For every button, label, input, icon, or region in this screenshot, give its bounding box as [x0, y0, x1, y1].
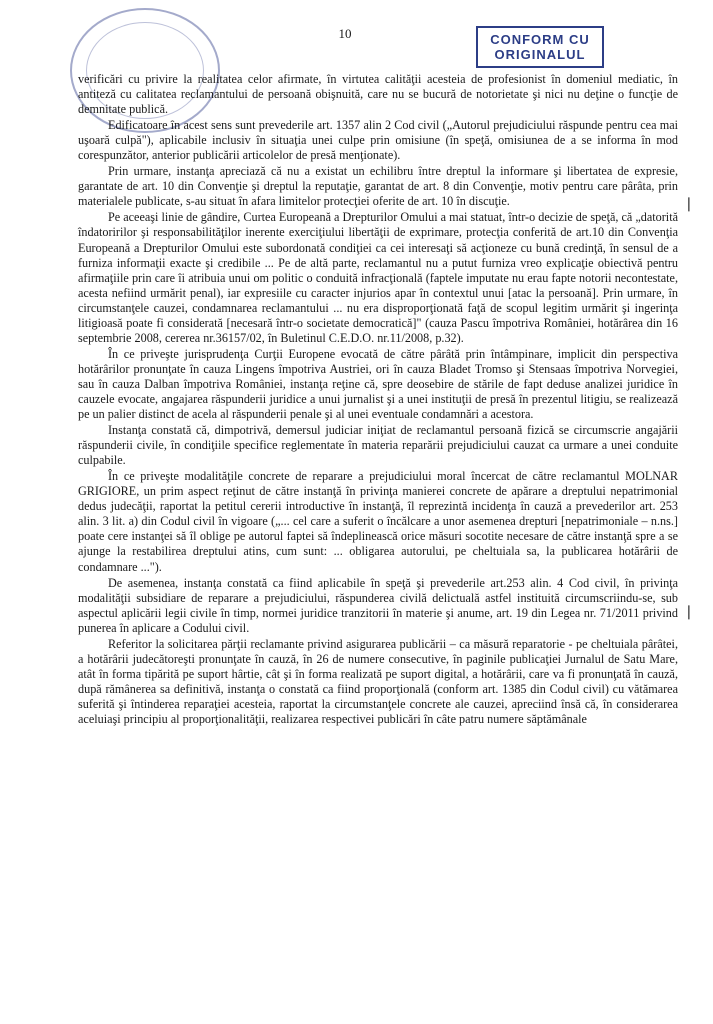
paragraph: verificări cu privire la realitatea celor afirmate, în virtutea calităţii acesteia de profesionist în domeniul mediatic, în antiteză cu calitatea reclamantului de persoană obişnuită, care nu se bucură de notorietate şi nici nu deţine o funcţie de demnitate publică. — [78, 72, 678, 117]
stamp-line-1: CONFORM CU — [490, 32, 590, 47]
paragraph: De asemenea, instanţa constată ca fiind aplicabile în speţă şi prevederile art.253 alin. 4 Cod civil, în privinţa modalităţii subsidiare de reparare a prejudiciului, răspunderea civilă delictuală astfel instituită circumscriindu-se, sub aspectul aplicării legii civile în timp, normei juridice tranzitorii în materie şi anume, art. 19 din Legea nr. 71/2011 privind punerea în aplicare a Codului civil. — [78, 575, 678, 635]
margin-mark: ❘ — [683, 605, 695, 620]
paragraph: Edificatoare în acest sens sunt prevederile art. 1357 alin 2 Cod civil („Autorul prejudiciului răspunde pentru cea mai uşoară culpă"), aplicabile inclusiv în situaţia unei culpe prin omisiune (în speţă, omisiunea de a se informa în mod corespunzător, anterior publicării articolelor de presă menţionate). — [78, 118, 678, 163]
paragraph: Referitor la solicitarea părţii reclamante privind asigurarea publicării – ca măsură reparatorie - pe cheltuiala pârâtei, a hotărârii judecătoreşti pronunţate în cauză, în 26 de numere consecutive, în paginile publicaţiei Jurnalul de Satu Mare, atât în forma tipărită pe suport hârtie, cât şi în forma realizată pe suport digital, a hotărârii, care va fi pronunţată în cauză, după rămânerea sa definitivă, instanţa o constată ca fiind proporţională (conform art. 1385 din Codul civil) cu vătămarea suferită şi întinderea reparaţiei acesteia, raportat la circumstanţele concrete ale cauzei, apreciind însă că, în considerarea aceluiaşi principiu al proporţionalităţii, realizarea respectivei publicări în câte patru numere săptămânale — [78, 636, 678, 726]
paragraph: În ce priveşte modalităţile concrete de reparare a prejudiciului moral încercat de către reclamantul MOLNAR GRIGIORE, un prim aspect reţinut de către instanţă în privinţa manierei concrete de apărare a dreptului nepatrimonial dedus judecăţii, raportat la petitul cererii introductive în instanţă, îl reprezintă incidenţa în cauză a prevederilor art. 253 alin. 3 lit. a) din Codul civil în vigoare („... cel care a suferit o încălcare a unor asemenea drepturi [nepatrimoniale – n.ns.] poate cere instanţei să îl oblige pe autorul faptei să îndeplinească orice măsuri socotite necesare de către instanţă spre a se ajunge la restabilirea dreptului atins, cum sunt: ... obligarea autorului, pe cheltuiala sa, la publicarea hotărârii de condamnare ..."). — [78, 469, 678, 574]
conform-cu-originalul-stamp — [476, 26, 604, 68]
page-number: 10 — [338, 26, 352, 41]
paragraph: Prin urmare, instanţa apreciază că nu a existat un echilibru între dreptul la informare şi libertatea de expresie, garantate de art. 10 din Convenţie şi dreptul la reputaţie, garantat de art. 8 din Convenţie, motiv pentru care pârâta, prin materialele publicate, s-au situat în afara limitelor protecţiei oferite de art. 10 în discuţie. — [78, 164, 678, 209]
margin-mark: ❘ — [683, 197, 695, 212]
paragraph: În ce priveşte jurisprudenţa Curţii Europene evocată de către pârâtă prin întâmpinare, implicit din perspectiva hotărârilor pronunţate în cauza Lingens împotriva Austriei, ori în cauza Bladet Tromso şi Stensaas împotriva Norvegiei, sau în cauza Dalban împotriva României, instanţa reţine că, spre deosebire de stările de fapt deduse analizei juridice în cauzele evocate, angajarea răspunderii juridice a unui jurnalist şi a unei instituţii de presă în prezentul litigiu, se realizează pe un palier distinct de acela al răspunderii penale şi al unei eventuale condamnări a acestora. — [78, 346, 678, 422]
stamp-line-2: ORIGINALUL — [494, 47, 586, 62]
paragraph: Pe aceeaşi linie de gândire, Curtea Europeană a Drepturilor Omului a mai statuat, într-o decizie de speţă, că „datorită îndatoririlor şi responsabilităţilor inerente exerciţiului libertăţii de exprimare, protecţia conferită de art.10 din Convenţia Europeană a Drepturilor Omului este subordonată condiţiei ca cei interesaţi să acţioneze cu bună credinţă, în sensul de a furniza informaţii exacte şi credibile ... Pe de altă parte, reclamantul nu a putut furniza vreo explicaţie obiectivă pentru afirmaţiile prin care îi atribuia unui om politic o conduită infracţională (faptele imputate nu erau fapte notorii necontestate, acesta nefiind urmărit penal), iar expresiile cu caracter injurios apar în contextul unui [atac la persoană]. Prin urmare, în circumstanţele cauzei, condamnarea reclamantului ... nu era disproporţionată faţă de scopul legitim urmărit şi ingerinţa litigioasă poate fi considerată [necesară într-o societate democratică]" (cauza Pascu împotriva României, hotărârea din 16 septembrie 2008, cererea nr.36157/02, în Buletinul C.E.D.O. nr.11/2008, p.32). — [78, 210, 678, 345]
paragraph: Instanţa constată că, dimpotrivă, demersul judiciar iniţiat de reclamantul persoană fizică se circumscrie angajării răspunderii civile, în condiţiile specifice reglementate în materia reparării prejudiciului cauzat ca urmare a unei conduite culpabile. — [78, 423, 678, 468]
body-text — [78, 72, 678, 728]
